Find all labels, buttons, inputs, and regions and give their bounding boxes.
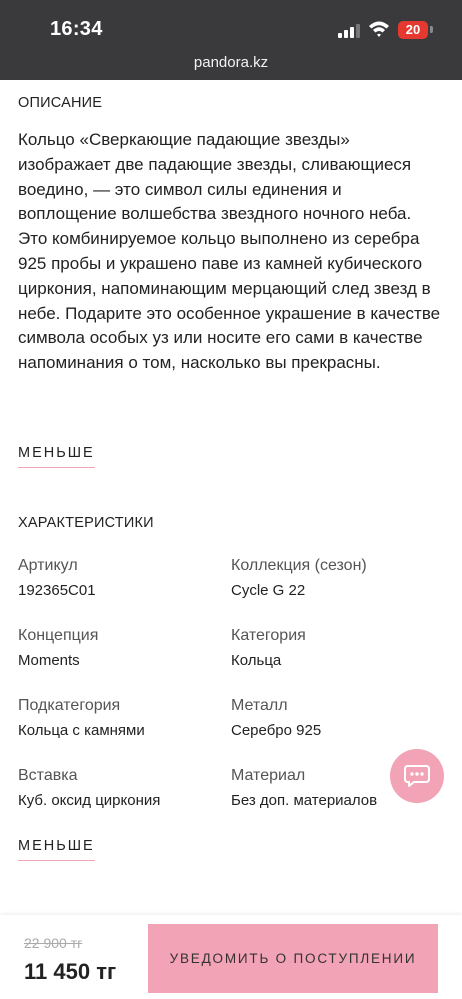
battery-tip (430, 26, 433, 33)
battery-indicator: 20 (398, 21, 428, 39)
spec-value-metal: Серебро 925 (231, 722, 322, 739)
spec-value-insert: Куб. оксид циркония (18, 792, 161, 809)
wifi-icon (368, 20, 390, 38)
status-bar (0, 0, 462, 80)
specs-title: ХАРАКТЕРИСТИКИ (18, 515, 154, 531)
chat-bubble-icon (404, 764, 430, 788)
description-title: ОПИСАНИЕ (18, 95, 103, 111)
description-less-link[interactable]: МЕНЬШЕ (18, 445, 95, 468)
spec-label-concept: Концепция (18, 627, 99, 644)
spec-label-article: Артикул (18, 557, 78, 574)
spec-value-concept: Moments (18, 652, 80, 669)
spec-value-article: 192365C01 (18, 582, 96, 599)
spec-value-collection: Cycle G 22 (231, 582, 306, 599)
signal-icon (338, 24, 360, 38)
notify-availability-button[interactable]: УВЕДОМИТЬ О ПОСТУПЛЕНИИ (148, 924, 438, 993)
spec-label-material: Материал (231, 767, 306, 784)
spec-label-metal: Металл (231, 697, 288, 714)
old-price: 22 900 тг (24, 935, 83, 951)
status-time: 16:34 (50, 18, 103, 40)
spec-label-insert: Вставка (18, 767, 78, 784)
purchase-bar (0, 915, 462, 999)
spec-label-subcategory: Подкатегория (18, 697, 121, 714)
spec-value-category: Кольца (231, 652, 282, 669)
spec-value-subcategory: Кольца с камнями (18, 722, 145, 739)
spec-label-category: Категория (231, 627, 306, 644)
spec-value-material: Без доп. материалов (231, 792, 378, 809)
description-text: Кольцо «Сверкающие падающие звезды» изображает две падающие звезды, сливающиеся воедино, — это символ силы единения и воплощение волшебства звездного ночного неба. Это комбинируемое кольцо выполнено из серебра 925 пробы и украшено паве из камней кубического циркония, напоминающим мерцающий след звезд в небе. Подарите это особенное украшение в качестве символа особых уз или носите его сами в качестве напоминания о том, насколько вы прекрасны. (18, 130, 441, 373)
url-bar[interactable]: pandora.kz (193, 54, 269, 71)
specs-less-link[interactable]: МЕНЬШЕ (18, 838, 95, 861)
spec-label-collection: Коллекция (сезон) (231, 557, 367, 574)
chat-button[interactable] (390, 749, 444, 803)
current-price: 11 450 тг (24, 959, 117, 984)
